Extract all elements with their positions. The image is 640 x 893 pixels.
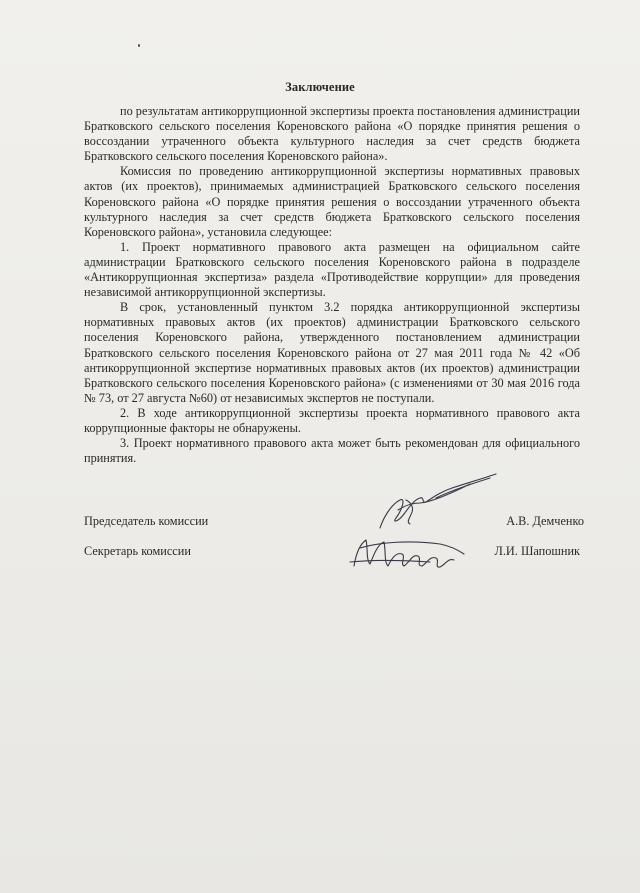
paragraph-item-3: 3. Проект нормативного правового акта может быть рекомендован для официального принятия.: [84, 436, 580, 466]
paragraph-item-2: 2. В ходе антикоррупционной экспертизы проекта нормативного правового акта коррупционные факторы не обнаружены.: [84, 405, 580, 435]
document-title: Заключение: [285, 80, 355, 94]
paragraph-commission: Комиссия по проведению антикоррупционной экспертизы нормативных правовых актов (их проектов), принимаемых администрацией Братковского сельского поселения Кореновского района «О порядке принятия решения о воссоздании утраченного объекта культурного наследия за счет средств бюджета Братковского сельского поселения Кореновского района», установила следующее:: [84, 164, 580, 239]
scan-speck: [138, 44, 140, 47]
paragraph-intro: по результатам антикоррупционной экспертизы проекта постановления администрации Братковского сельского поселения Кореновского района «О порядке принятия решения о воссоздании утраченного объекта культурного наследия за счет средств бюджета Братковского сельского поселения Кореновского района».: [84, 104, 581, 164]
paragraph-item-1: 1. Проект нормативного правового акта размещен на официальном сайте администрации Братковского сельского поселения Кореновского района в подразделе «Антикоррупционная экспертиза» раздела «Противодействие коррупции» для проведения независимой антикоррупционной экспертизы.: [84, 239, 580, 300]
chairman-role: Председатель комиссии: [84, 514, 209, 528]
secretary-role: Секретарь комиссии: [84, 544, 191, 558]
document-body: [84, 104, 580, 466]
paragraph-term: В срок, установленный пунктом 3.2 порядка антикоррупционной экспертизы нормативных правовых актов (их проектов) администрации Братковского сельского поселения Кореновского района, утвержденного постановлением администрации Братковского сельского поселения Кореновского района от 27 мая 2011 года № 42 «Об антикоррупционной экспертизе нормативных правовых актов (их проектов) администрации Братковского сельского поселения Кореновского района» (с изменениями от 30 мая 2016 года № 73, от 27 августа №60) от независимых экспертов не поступали.: [84, 300, 580, 405]
chairman-name: А.В. Демченко: [506, 514, 584, 528]
handwritten-signatures: [340, 470, 520, 580]
secretary-name: Л.И. Шапошник: [494, 544, 580, 558]
